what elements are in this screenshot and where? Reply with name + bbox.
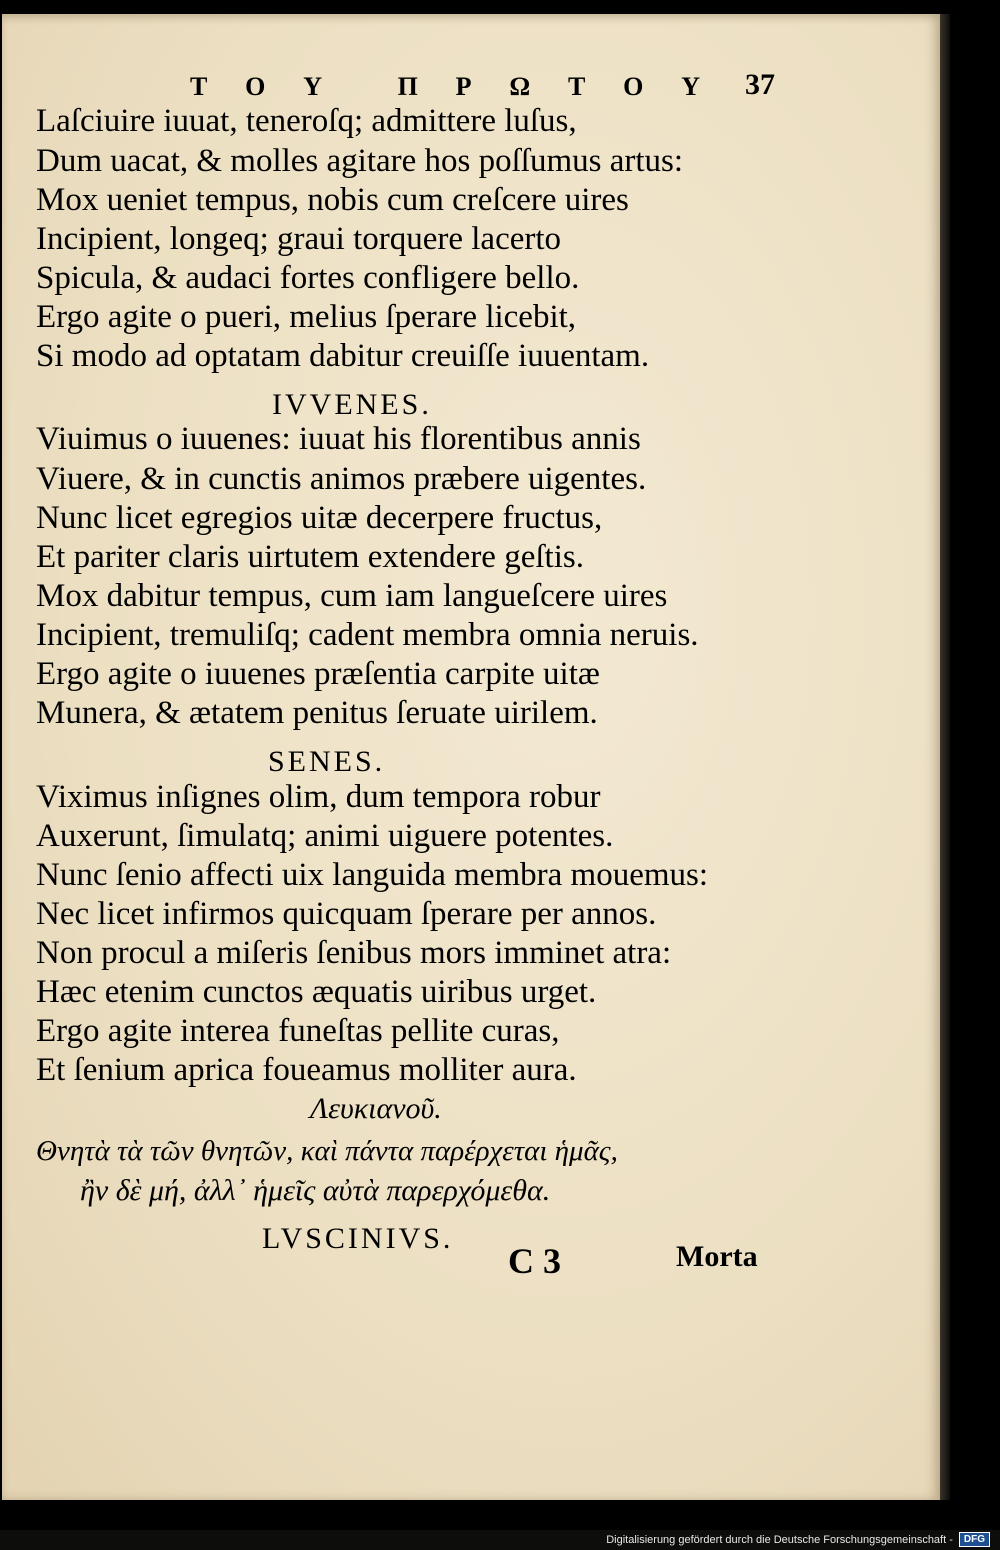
verse-line: Laſciuire iuuat, teneroſq; admittere luſus,: [36, 103, 577, 139]
verse-line: Nunc licet egregios uitæ decerpere fructus,: [36, 500, 603, 536]
digitization-credit: [606, 1532, 990, 1547]
page-number: 37: [745, 68, 775, 101]
running-head-letter: O: [623, 72, 674, 101]
running-head-letter: P: [455, 72, 502, 101]
catchword: Morta: [676, 1240, 758, 1273]
running-head-letter: Ω: [509, 72, 561, 101]
verse-line: Non procul a miſeris ſenibus mors imminet atra:: [36, 935, 672, 971]
verse-line: Viuere, & in cunctis animos præbere uigentes.: [36, 461, 647, 497]
dfg-logo: DFG: [959, 1532, 990, 1547]
verse-line: Mox dabitur tempus, cum iam langueſcere uires: [36, 578, 668, 614]
verse-line: Si modo ad optatam dabitur creuiſſe iuuentam.: [36, 338, 650, 374]
running-head-letter: Y: [681, 72, 730, 101]
verse-line: Dum uacat, & molles agitare hos poſſumus artus:: [36, 143, 684, 179]
greek-line: Θνητὰ τὰ τῶν θνητῶν, καὶ πάντα παρέρχεται ἡμᾶς,: [36, 1135, 618, 1167]
running-head: [190, 72, 730, 102]
running-head-letter: T: [568, 72, 616, 101]
verse-line: Et ſenium aprica foueamus molliter aura.: [36, 1052, 577, 1088]
signature-mark: C 3: [508, 1241, 561, 1281]
verse-line: Viuimus o iuuenes: iuuat his florentibus annis: [36, 421, 641, 457]
running-head-letter: T: [190, 72, 238, 101]
verse-line: Ergo agite interea funeſtas pellite curas,: [36, 1013, 560, 1049]
verse-line: Incipient, longeq; graui torquere lacerto: [36, 221, 562, 257]
verse-line: Munera, & ætatem penitus ſeruate uirilem.: [36, 695, 598, 731]
greek-line: ἢν δὲ μή, ἀλλ᾽ ἡμεῖς αὐτὰ παρερχόμεθα.: [80, 1174, 551, 1207]
verse-line: Et pariter claris uirtutem extendere geſtis.: [36, 539, 584, 575]
section-heading: IVVENES.: [272, 388, 432, 421]
verse-line: Ergo agite o iuuenes præſentia carpite uitæ: [36, 656, 600, 692]
verse-line: Viximus inſignes olim, dum tempora robur: [36, 779, 601, 815]
verse-line: Mox ueniet tempus, nobis cum creſcere uires: [36, 182, 629, 218]
greek-heading: Λευκιανοῦ.: [310, 1092, 442, 1125]
closing-heading: LVSCINIVS.: [262, 1222, 454, 1255]
verse-line: Spicula, & audaci fortes confligere bello.: [36, 260, 580, 296]
verse-line: Ergo agite o pueri, melius ſperare licebit,: [36, 299, 577, 335]
section-heading: SENES.: [268, 745, 386, 778]
running-head-letter: O: [245, 72, 296, 101]
running-head-letter: Y: [303, 72, 352, 101]
running-head-letter: Π: [397, 72, 448, 101]
verse-line: Incipient, tremuliſq; cadent membra omnia neruis.: [36, 617, 699, 653]
page-edge-shadow: [940, 14, 950, 1500]
verse-line: Nec licet infirmos quicquam ſperare per annos.: [36, 896, 657, 932]
verse-line: Hæc etenim cunctos æquatis uiribus urget.: [36, 974, 597, 1010]
verse-line: Nunc ſenio affecti uix languida membra mouemus:: [36, 857, 709, 893]
credit-text: Digitalisierung gefördert durch die Deutsche Forschungsgemeinschaft -: [606, 1533, 953, 1546]
verse-line: Auxerunt, ſimulatq; animi uiguere potentes.: [36, 818, 614, 854]
